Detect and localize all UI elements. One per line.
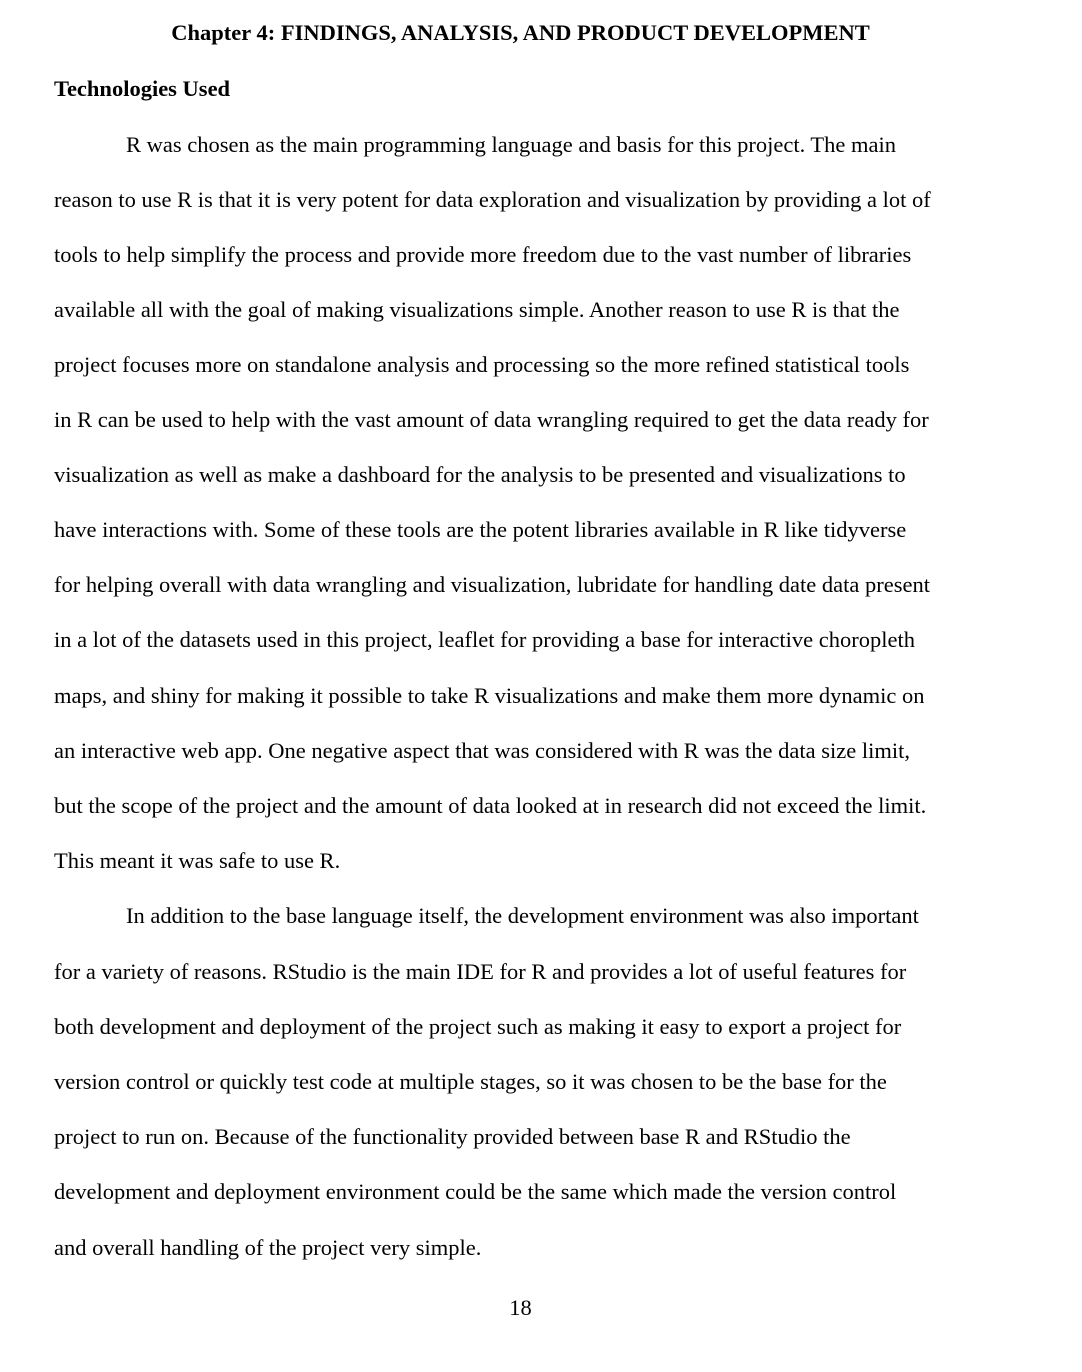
paragraph-1-line: visualization as well as make a dashboard for the analysis to be presented and visualizations to [54, 462, 906, 487]
paragraph-1-line: project focuses more on standalone analysis and processing so the more refined statistical tools [54, 352, 910, 377]
paragraph-1-line: in R can be used to help with the vast amount of data wrangling required to get the data ready for [54, 407, 929, 432]
paragraph-1-line: have interactions with. Some of these tools are the potent libraries available in R like tidyverse [54, 517, 907, 542]
paragraph-1-line: but the scope of the project and the amount of data looked at in research did not exceed the limit. [54, 793, 927, 818]
section-heading: Technologies Used [54, 76, 231, 101]
paragraph-1-line: R was chosen as the main programming language and basis for this project. The main [126, 132, 897, 157]
chapter-title: Chapter 4: FINDINGS, ANALYSIS, AND PRODUCT DEVELOPMENT [171, 20, 870, 45]
page-number: 18 [509, 1295, 532, 1320]
paragraph-1-line: This meant it was safe to use R. [54, 848, 341, 873]
paragraph-2-line: both development and deployment of the project such as making it easy to export a project for [54, 1014, 902, 1039]
paragraph-1-line: reason to use R is that it is very potent for data exploration and visualization by providing a lot of [54, 187, 931, 212]
paragraph-1-line: an interactive web app. One negative aspect that was considered with R was the data size limit, [54, 738, 910, 763]
paragraph-1-line: for helping overall with data wrangling and visualization, lubridate for handling date data present [54, 572, 930, 597]
paragraph-1-line: available all with the goal of making visualizations simple. Another reason to use R is that the [54, 297, 900, 322]
paragraph-1-line: in a lot of the datasets used in this project, leaflet for providing a base for interactive choropleth [54, 627, 915, 652]
paragraph-2-line: version control or quickly test code at multiple stages, so it was chosen to be the base for the [54, 1069, 887, 1094]
paragraph-2-line: and overall handling of the project very simple. [54, 1235, 482, 1260]
paragraph-1-line: maps, and shiny for making it possible to take R visualizations and make them more dynamic on [54, 683, 925, 708]
paragraph-2-line: development and deployment environment could be the same which made the version control [54, 1179, 897, 1204]
paragraph-2-line: project to run on. Because of the functionality provided between base R and RStudio the [54, 1124, 851, 1149]
paragraph-2-line: for a variety of reasons. RStudio is the main IDE for R and provides a lot of useful features for [54, 959, 907, 984]
paragraph-2-line: In addition to the base language itself, the development environment was also important [126, 903, 919, 928]
paragraph-1-line: tools to help simplify the process and provide more freedom due to the vast number of libraries [54, 242, 912, 267]
